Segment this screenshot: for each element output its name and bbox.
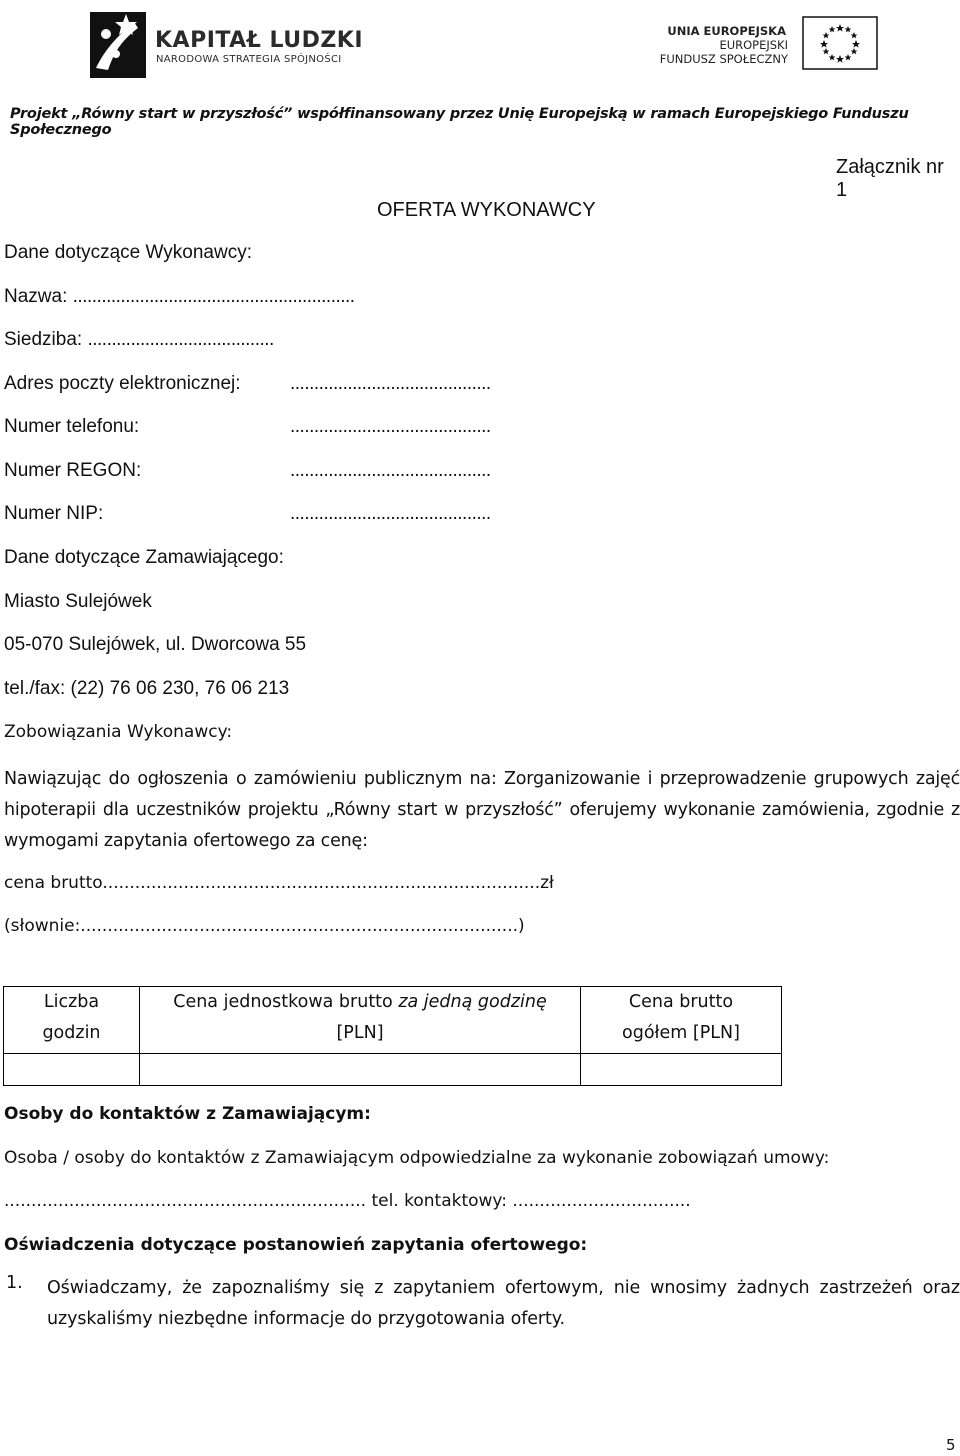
seat-label: Siedziba:: [4, 329, 88, 350]
eu-flag-icon: [802, 16, 878, 70]
in-words-line: (słownie:.................................................................................): [4, 916, 525, 936]
declaration-item-1: Oświadczamy, że zapoznaliśmy się z zapytaniem ofertowym, nie wnosimy żadnych zastrzeżeń oraz uzyskaliśmy niezbędne informacje do przygotowania oferty.: [47, 1278, 960, 1329]
nip-label: Numer NIP:: [4, 503, 104, 524]
col-hours-header: [4, 987, 140, 1054]
eu-line2: EUROPEJSKI: [719, 38, 788, 52]
eu-line3: FUNDUSZ SPOŁECZNY: [659, 52, 788, 66]
seat-dots: .......................................: [87, 329, 274, 350]
col-hours-line2: godzin: [42, 1023, 101, 1043]
page-number: 5: [946, 1436, 956, 1454]
contacts-line: ................................................................... tel. kontaktowy: .................................: [4, 1191, 691, 1211]
kapital-ludzki-subtitle: NARODOWA STRATEGIA SPÓJNOŚCI: [156, 54, 342, 65]
eu-title: UNIA EUROPEJSKA: [667, 24, 786, 38]
kapital-ludzki-title: KAPITAŁ LUDZKI: [155, 28, 364, 53]
col-unit-price-line2: [PLN]: [336, 1023, 384, 1043]
nip-dots: ..........................................: [290, 503, 491, 524]
document-title: OFERTA WYKONAWCY: [377, 199, 596, 221]
col-total-line2: ogółem [PLN]: [622, 1023, 740, 1043]
contacts-heading: Osoby do kontaktów z Zamawiającym:: [4, 1104, 371, 1124]
total-price-cell[interactable]: [581, 1054, 782, 1086]
contractor-heading: Dane dotyczące Wykonawcy:: [4, 242, 252, 263]
phone-dots: ..........................................: [290, 416, 491, 437]
phone-label: Numer telefonu:: [4, 416, 140, 437]
name-row: [4, 286, 355, 308]
hours-cell[interactable]: [4, 1054, 140, 1086]
email-label: Adres poczty elektronicznej:: [4, 373, 241, 394]
project-line: Projekt „Równy start w przyszłość” współfinansowany przez Unię Europejską w ramach Europejskiego Funduszu Społecznego: [10, 106, 909, 138]
name-dots: ...........................................................: [72, 286, 355, 307]
gross-price-line: cena brutto.................................................................................zł: [4, 873, 554, 893]
obligations-heading: Zobowiązania Wykonawcy:: [4, 722, 233, 742]
col-unit-price-line1: [140, 987, 580, 1018]
kapital-ludzki-logo: [86, 8, 156, 82]
regon-label: Numer REGON:: [4, 460, 142, 481]
declaration-number: 1.: [6, 1273, 23, 1293]
client-line2: 05-070 Sulejówek, ul. Dworcowa 55: [4, 634, 307, 655]
name-label: Nazwa:: [4, 286, 73, 307]
regon-dots: ..........................................: [290, 460, 491, 481]
obligations-paragraph: Nawiązując do ogłoszenia o zamówieniu publicznym na: Zorganizowanie i przeprowadzenie grupowych zajęć hipoterapii dla uczestników projektu „Równy start w przyszłość” oferujemy wykonanie zamówienia, zgodnie z wymogami zapytania ofertowego za cenę:: [4, 769, 960, 851]
col-unit-price-italic: za jedną godzinę: [398, 992, 547, 1012]
table-header-row: [4, 987, 782, 1054]
col-hours-line1: Liczba: [43, 992, 100, 1012]
price-table: [3, 986, 782, 1086]
seat-row: [4, 329, 274, 351]
col-unit-price-header: [140, 987, 581, 1054]
col-total-header: [581, 987, 782, 1054]
email-dots: ..........................................: [290, 373, 491, 394]
table-row: [4, 1054, 782, 1086]
client-line1: Miasto Sulejówek: [4, 591, 152, 612]
client-line3: tel./fax: (22) 76 06 230, 76 06 213: [4, 678, 290, 699]
col-unit-price-plain: Cena jednostkowa brutto: [173, 992, 399, 1012]
col-total-line1: Cena brutto: [628, 992, 734, 1012]
kapital-ludzki-emblem-icon: [86, 8, 156, 82]
declarations-heading: Oświadczenia dotyczące postanowień zapytania ofertowego:: [4, 1235, 588, 1255]
contacts-text: Osoba / osoby do kontaktów z Zamawiającym odpowiedzialne za wykonanie zobowiązań umowy:: [4, 1148, 830, 1168]
unit-price-cell[interactable]: [140, 1054, 581, 1086]
client-heading: Dane dotyczące Zamawiającego:: [4, 547, 284, 568]
attachment-label: Załącznik nr 1: [836, 156, 944, 201]
